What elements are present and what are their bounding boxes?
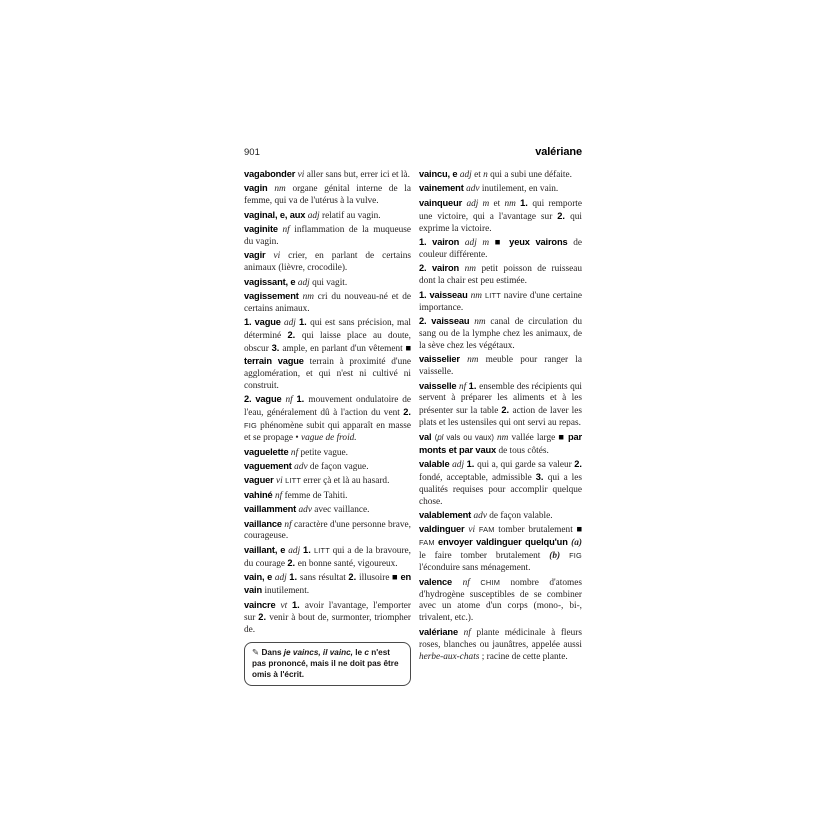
entry-run-num: 1. bbox=[520, 197, 533, 208]
entry-run-hw: vaginal, e, aux bbox=[244, 209, 308, 220]
entry-run-num: 1. bbox=[296, 394, 309, 405]
entry-run-pos: nf bbox=[462, 577, 481, 588]
dictionary-entry bbox=[419, 354, 582, 379]
entry-run-pl: ( bbox=[434, 432, 438, 442]
entry-run-num: 3. bbox=[535, 471, 548, 482]
dictionary-entry bbox=[244, 572, 411, 598]
entry-run-pos: nm bbox=[496, 432, 512, 443]
entry-run-num: 2. bbox=[403, 407, 411, 418]
dictionary-entry bbox=[419, 183, 582, 196]
entry-run-hw: valériane bbox=[419, 626, 464, 637]
entry-run-bld: ■ par monts et par vaux bbox=[419, 431, 582, 455]
entry-run-pos: n bbox=[483, 170, 491, 180]
dictionary-entry bbox=[244, 277, 411, 290]
entry-run-num: 2. bbox=[501, 405, 513, 416]
entry-run-hw: vaguement bbox=[244, 460, 295, 471]
dictionary-entry bbox=[244, 490, 411, 503]
entry-run-pos: adj m bbox=[466, 198, 494, 209]
entry-run-pos: nf bbox=[284, 519, 295, 530]
entry-run-num: 1. bbox=[298, 317, 311, 328]
entry-run-txt: meuble pour ranger la vaisselle. bbox=[419, 355, 582, 378]
entry-run-txt: nombre d'atomes d'hydrogène susceptibles de se combiner avec un atome d'un corps (mono-, bi-, trivalent, etc.). bbox=[419, 577, 582, 624]
entry-run-pos: nf bbox=[275, 490, 285, 501]
entry-run-txt: inutilement, en vain. bbox=[481, 184, 559, 195]
dictionary-entry bbox=[419, 381, 582, 431]
dictionary-entry bbox=[244, 475, 411, 488]
dictionary-entry bbox=[244, 291, 411, 316]
entry-run-pos: adv bbox=[473, 511, 490, 522]
dictionary-entry bbox=[419, 524, 582, 575]
entry-run-hw: vagissement bbox=[244, 291, 303, 302]
entry-run-hw: vaillamment bbox=[244, 504, 299, 515]
entry-run-txt: qui a, qui garde sa valeur bbox=[477, 459, 575, 470]
dictionary-entry bbox=[244, 250, 411, 275]
entry-run-txt: fondé, acceptable, admissible bbox=[419, 472, 536, 483]
entry-run-num: 2. bbox=[348, 572, 359, 583]
entry-run-txt: terrain à proximité d'une agglomération, et qui n'est ni cultivé ni construit. bbox=[244, 357, 411, 391]
entry-run-pos: nf bbox=[463, 627, 477, 638]
dictionary-entry bbox=[419, 459, 582, 509]
entry-run-txt: de façon vague. bbox=[309, 461, 369, 472]
dictionary-entry bbox=[244, 545, 411, 571]
entry-run-txt: qui a de la bravoure, du courage bbox=[244, 545, 411, 569]
entry-run-bi: (b) bbox=[549, 551, 570, 562]
page-number: 901 bbox=[244, 147, 260, 158]
entry-run-txt: ; racine de cette plante. bbox=[479, 651, 568, 662]
dictionary-entry bbox=[419, 316, 582, 353]
entry-run-num: 2. bbox=[287, 557, 298, 568]
entry-run-sc: LITT bbox=[313, 545, 333, 555]
entry-run-bld: ■ terrain vague bbox=[244, 343, 411, 367]
entry-run-txt: de couleur différente. bbox=[419, 238, 582, 260]
entry-run-txt: qui vagit. bbox=[312, 277, 348, 288]
entry-run-pos: vi bbox=[273, 251, 289, 262]
entry-run-txt: femme de Tahiti. bbox=[284, 490, 348, 501]
entry-run-txt: aller sans but, errer ici et là. bbox=[306, 170, 410, 180]
entry-run-pos: vi bbox=[468, 525, 479, 536]
entry-run-hw: vaguelette bbox=[244, 446, 291, 457]
entry-run-hw: vaginite bbox=[244, 224, 283, 235]
dictionary-entry bbox=[419, 237, 582, 262]
entry-run-pos: adj bbox=[274, 573, 290, 584]
entry-run-txt: petite vague. bbox=[300, 447, 348, 458]
entry-run-hw: vaincu, e bbox=[419, 169, 460, 179]
entry-run-pos: nf bbox=[282, 225, 295, 236]
entry-run-hw: 2. vaisseau bbox=[419, 315, 475, 326]
entry-run-txt: et bbox=[493, 198, 505, 209]
dictionary-entry bbox=[419, 510, 582, 523]
entry-run-bld: ■ yeux vairons bbox=[494, 237, 574, 248]
dictionary-entry bbox=[419, 577, 582, 626]
entry-run-txt: action de laver les plats et les ustensiles qui ont servi au repas. bbox=[419, 406, 582, 429]
dictionary-page bbox=[244, 146, 582, 686]
entry-run-nit: c bbox=[364, 648, 369, 658]
entry-run-hw: vagir bbox=[244, 250, 274, 261]
entry-run-num: 1. bbox=[303, 544, 314, 555]
entry-run-txt: canal de circulation du sang ou de la lymphe chez les animaux, de la sève chez les végétaux. bbox=[419, 316, 582, 351]
entry-run-txt: plante médicinale à fleurs roses, blanches ou jaunâtres, appelée aussi bbox=[419, 627, 582, 650]
entry-run-sc: CHIM bbox=[480, 577, 511, 587]
entry-run-pos: adj m bbox=[464, 238, 495, 249]
entry-run-hw: 2. vairon bbox=[419, 263, 465, 274]
entry-run-pos: vi bbox=[297, 170, 307, 180]
entry-run-pos: adv bbox=[298, 505, 315, 516]
entry-run-pos: adj bbox=[283, 318, 299, 329]
entry-run-hw: val bbox=[419, 431, 435, 442]
dictionary-entry bbox=[419, 290, 582, 315]
dictionary-entry bbox=[419, 198, 582, 236]
dictionary-entry bbox=[419, 627, 582, 664]
entry-run-txt: navire d'une certaine importance. bbox=[419, 290, 583, 313]
entry-run-txt: petit poisson de ruisseau dont la chair est peu estimée. bbox=[419, 264, 583, 287]
dictionary-entry bbox=[244, 210, 411, 223]
entry-run-hw: vagissant, e bbox=[244, 276, 298, 287]
entry-run-it: herbe-aux-chats bbox=[419, 651, 480, 662]
entry-run-txt: ensemble des récipients qui servent à préparer les aliments et à les présenter sur la table bbox=[419, 381, 583, 417]
entry-run-hw: 1. vaisseau bbox=[419, 289, 471, 300]
entry-run-txt: qui laisse place au doute, obscur bbox=[244, 331, 412, 355]
entry-run-num: 1. bbox=[289, 572, 300, 583]
entry-run-pos: nf bbox=[458, 381, 469, 392]
entry-run-pos: nm bbox=[474, 316, 491, 327]
entry-run-num: 3. bbox=[271, 343, 283, 354]
dictionary-entry bbox=[244, 519, 411, 544]
entry-run-pos: adj bbox=[297, 277, 313, 288]
dictionary-entry bbox=[419, 169, 582, 182]
entry-run-pos: nm bbox=[504, 198, 521, 209]
dictionary-entry bbox=[244, 461, 411, 474]
entry-run-txt: qui a subi une défaite. bbox=[490, 170, 572, 180]
entry-run-pos: vt bbox=[280, 600, 292, 611]
entry-run-ntxt: n'est pas prononcé, mais il ne doit pas être omis à l'écrit. bbox=[252, 648, 399, 680]
entry-run-nit: je vaincs, il vainc, bbox=[283, 648, 353, 658]
page-header bbox=[244, 146, 582, 158]
entry-run-txt: illusoire bbox=[359, 573, 393, 584]
entry-run-nicon: ✎ bbox=[252, 647, 262, 658]
entry-run-ntxt: Dans bbox=[261, 648, 284, 658]
entry-run-sc: FIG bbox=[244, 421, 261, 431]
entry-run-num: 1. bbox=[291, 599, 305, 610]
entry-run-hw: valence bbox=[419, 576, 463, 587]
entry-run-pos: adv bbox=[466, 184, 482, 195]
entry-run-txt: tomber brutalement bbox=[498, 525, 577, 536]
entry-run-num: 2. bbox=[258, 612, 270, 623]
dictionary-entry bbox=[244, 394, 411, 445]
entry-run-txt: qui exprime la victoire. bbox=[419, 211, 583, 234]
entry-run-hw: valable bbox=[419, 458, 453, 469]
entry-run-txt: sans résultat bbox=[299, 573, 349, 584]
entry-run-txt: inflammation de la muqueuse du vagin. bbox=[244, 225, 411, 248]
entry-run-hw: vaincre bbox=[244, 599, 281, 610]
entry-run-txt: et bbox=[474, 170, 484, 180]
entry-run-pl: vals ou vaux) bbox=[443, 432, 497, 442]
entry-run-bld: ■ en vain bbox=[244, 572, 411, 596]
entry-run-txt: crier, en parlant de certains animaux (lièvre, crocodile). bbox=[244, 251, 412, 274]
entry-run-num: 2. bbox=[557, 210, 571, 221]
entry-run-txt: caractère d'une personne brave, courageuse. bbox=[244, 519, 411, 542]
entry-run-hw: valdinguer bbox=[419, 524, 469, 535]
entry-run-sc: FIG bbox=[569, 551, 582, 561]
entry-run-pos: nm bbox=[464, 264, 482, 275]
entry-run-bld: ■ bbox=[576, 524, 582, 535]
entry-run-txt: venir à bout de, surmonter, triompher de. bbox=[244, 613, 412, 636]
entry-run-hw: vagin bbox=[244, 183, 275, 194]
column-right bbox=[419, 169, 582, 686]
entry-run-txt: qui est sans précision, mal déterminé bbox=[244, 318, 411, 342]
entry-run-txt: organe génital interne de la femme, qui va de l'utérus à la vulve. bbox=[244, 184, 411, 207]
entry-run-pos: nm bbox=[274, 184, 293, 195]
entry-run-txt: qui a les qualités requises pour accomplir quelque chose. bbox=[419, 472, 583, 507]
entry-run-pos: vi bbox=[276, 476, 286, 487]
entry-run-txt: l'éconduire sans ménagement. bbox=[419, 563, 531, 574]
entry-run-pli: pl bbox=[437, 432, 444, 442]
entry-run-bi: (a) bbox=[571, 538, 582, 549]
entry-run-pos: adj bbox=[459, 170, 475, 180]
dictionary-entry bbox=[419, 432, 582, 458]
entry-run-txt: vallée large bbox=[511, 432, 559, 443]
entry-run-txt: mouvement ondulatoire de l'eau, généralement dû à l'action du vent bbox=[244, 395, 411, 419]
entry-run-sc: LITT bbox=[484, 290, 504, 300]
entry-run-sc: FAM bbox=[478, 525, 499, 535]
entry-run-it: vague de froid. bbox=[300, 433, 357, 444]
entry-run-hw: vagabonder bbox=[244, 169, 298, 179]
entry-run-pos: adj bbox=[288, 545, 304, 556]
two-column-layout bbox=[244, 169, 582, 686]
entry-run-hw: vaisselle bbox=[419, 380, 459, 391]
entry-run-txt: avoir l'avantage, l'emporter sur bbox=[244, 600, 411, 624]
column-left bbox=[244, 169, 411, 686]
dictionary-entry bbox=[244, 600, 411, 638]
entry-run-hw: vaisselier bbox=[419, 354, 468, 365]
entry-run-hw: vainement bbox=[419, 183, 467, 194]
entry-run-hw: 1. vairon bbox=[419, 237, 465, 248]
entry-run-sc: LITT bbox=[285, 476, 304, 486]
entry-run-pos: adj bbox=[307, 210, 322, 221]
entry-run-pos: adj bbox=[452, 459, 467, 470]
entry-run-num: 2. bbox=[574, 458, 582, 469]
entry-run-hw: 1. vague bbox=[244, 317, 284, 328]
entry-run-txt: inutilement. bbox=[264, 586, 310, 597]
entry-run-txt: de tous côtés. bbox=[498, 445, 549, 456]
dictionary-entry bbox=[244, 183, 411, 208]
entry-run-sc: FAM bbox=[419, 538, 439, 548]
entry-run-num: 1. bbox=[468, 380, 480, 391]
dictionary-entry bbox=[244, 504, 411, 517]
entry-run-pos: nm bbox=[470, 290, 485, 301]
entry-run-ntxt: le bbox=[352, 648, 365, 658]
entry-run-hw: vain, e bbox=[244, 572, 275, 583]
entry-run-txt: ample, en parlant d'un vêtement bbox=[282, 344, 406, 355]
dictionary-entry bbox=[244, 317, 411, 392]
entry-run-txt: phénomène subit qui apparaît en masse et se propage • bbox=[244, 421, 412, 444]
running-head: valériane bbox=[535, 146, 582, 158]
entry-run-hw: vahiné bbox=[244, 489, 275, 500]
entry-run-txt: qui remporte une victoire, qui a l'avantage sur bbox=[419, 198, 583, 222]
usage-note-box bbox=[244, 642, 411, 686]
dictionary-entry bbox=[244, 169, 411, 182]
entry-run-num: 1. bbox=[466, 458, 478, 469]
entry-run-hw: vaillant, e bbox=[244, 544, 289, 555]
entry-run-txt: relatif au vagin. bbox=[321, 210, 381, 221]
dictionary-entry bbox=[244, 224, 411, 249]
entry-run-txt: cri du nouveau-né et de certains animaux. bbox=[244, 292, 412, 315]
entry-run-hw: vainqueur bbox=[419, 197, 467, 208]
entry-run-hw: valablement bbox=[419, 510, 474, 521]
entry-run-pos: nm bbox=[467, 355, 486, 366]
entry-run-pos: adv bbox=[294, 461, 310, 472]
entry-run-hw: vaillance bbox=[244, 518, 285, 529]
entry-run-txt: errer çà et là au hasard. bbox=[303, 476, 390, 487]
dictionary-entry bbox=[244, 447, 411, 460]
entry-run-hw: 2. vague bbox=[244, 394, 286, 405]
entry-run-pos: nf bbox=[290, 447, 301, 458]
entry-run-txt: de façon valable. bbox=[489, 511, 553, 522]
entry-run-hw: vaguer bbox=[244, 475, 277, 486]
entry-run-pos: nf bbox=[285, 395, 297, 406]
dictionary-entry bbox=[419, 263, 582, 288]
entry-run-bld: envoyer valdinguer quelqu'un bbox=[438, 537, 572, 548]
entry-run-txt: avec vaillance. bbox=[314, 505, 370, 516]
entry-run-num: 2. bbox=[287, 330, 302, 341]
entry-run-txt: en bonne santé, vigoureux. bbox=[297, 558, 398, 569]
entry-run-pos: nm bbox=[302, 292, 318, 303]
entry-run-txt: le faire tomber brutalement bbox=[419, 551, 550, 562]
